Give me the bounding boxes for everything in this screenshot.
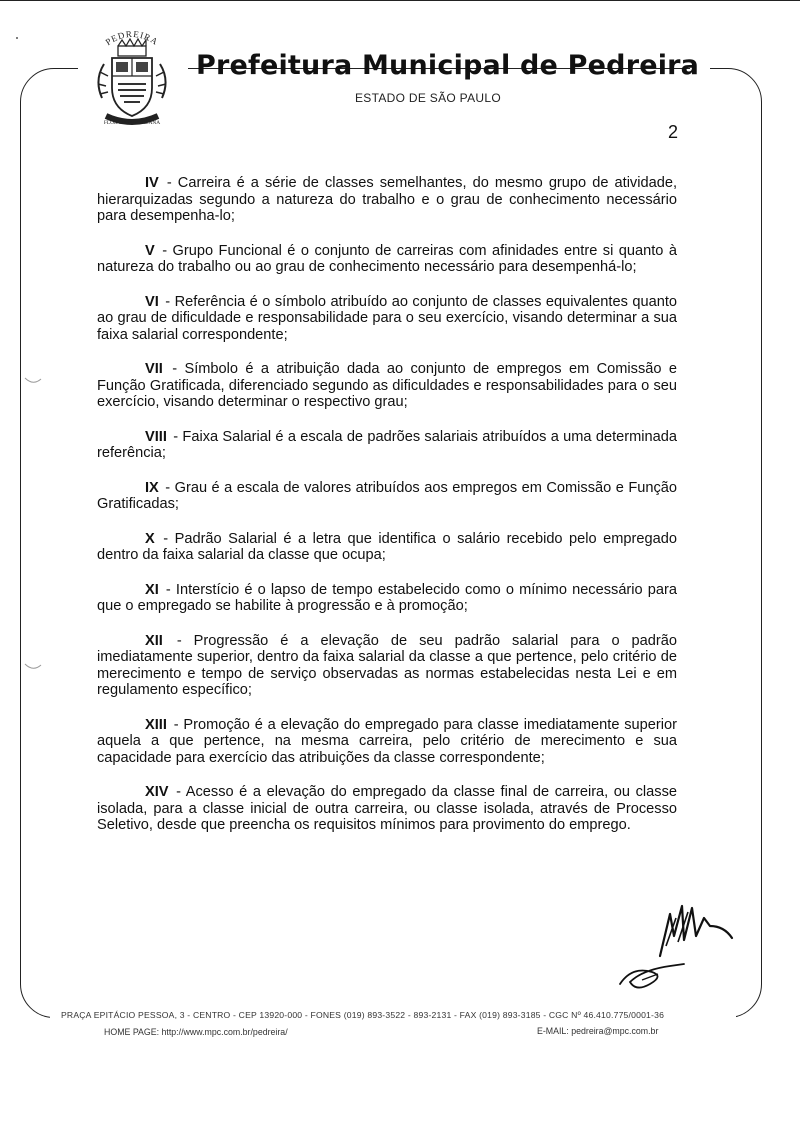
paragraph-numeral: XIII: [145, 716, 167, 733]
page-title: Prefeitura Municipal de Pedreira: [196, 50, 700, 81]
paragraph-x: [97, 531, 677, 564]
paragraph-numeral: VI: [145, 293, 159, 310]
paragraph-text: - Acesso é a elevação do empregado da classe final de carreira, ou classe isolada, para a classe inicial de outra carreira, ou classe isolada, através de Processo Seletivo, desde que preencha os requisitos mínimos para provimento do emprego.: [97, 784, 677, 833]
paragraph-numeral: X: [145, 530, 155, 547]
paragraph-text: - Interstício é o lapso de tempo estabelecido como o mínimo necessário para que o empregado se habilite à progressão e à promoção;: [97, 581, 677, 614]
paragraph-numeral: XII: [145, 632, 163, 649]
handwritten-signature: [612, 896, 742, 996]
paragraph-xii: [97, 633, 677, 699]
paragraph-numeral: XIV: [145, 784, 169, 800]
paragraph-text: - Grupo Funcional é o conjunto de carreiras com afinidades entre si quanto à natureza do trabalho ou ao grau de conhecimento necessário para desempenhá-lo;: [97, 242, 677, 275]
punch-hole-mark: [24, 662, 42, 672]
scan-speck: [16, 37, 18, 39]
paragraph-text: - Padrão Salarial é a letra que identifica o salário recebido pelo empregado dentro da faixa salarial da classe que ocupa;: [97, 530, 677, 563]
svg-text:PEDREIRA: [104, 29, 161, 47]
page-subtitle: ESTADO DE SÃO PAULO: [355, 91, 501, 105]
footer-email: E-MAIL: pedreira@mpc.com.br: [537, 1026, 659, 1036]
paragraph-text: - Promoção é a elevação do empregado para classe imediatamente superior aquela a que pertence, na mesma carreira, pelo critério de merecimento e sua capacidade para exercício das atribuições da classe correspondente;: [97, 716, 677, 766]
footer-homepage: HOME PAGE: http://www.mpc.com.br/pedreira/: [104, 1027, 288, 1037]
document-body: [97, 175, 677, 852]
paragraph-text: - Símbolo é a atribuição dada ao conjunto de empregos em Comissão e Função Gratificada, diferenciado segundo as dificuldades e responsabilidades para o seu exercício, visando determinar o respectivo grau;: [97, 361, 677, 410]
paragraph-text: - Faixa Salarial é a escala de padrões salariais atribuídos a uma determinada referência;: [97, 428, 677, 461]
paragraph-numeral: V: [145, 242, 155, 259]
paragraph-numeral: IX: [145, 479, 159, 496]
paragraph-ix: [97, 480, 677, 513]
paragraph-xiii: [97, 717, 677, 767]
paragraph-numeral: VIII: [145, 428, 167, 445]
paragraph-xi: [97, 582, 677, 615]
paragraph-viii: [97, 429, 677, 462]
crest-top-label: PEDREIRA: [103, 28, 161, 48]
paragraph-text: - Grau é a escala de valores atribuídos aos empregos em Comissão e Função Gratificadas;: [97, 479, 677, 512]
paragraph-numeral: XI: [145, 581, 159, 598]
paragraph-text: - Progressão é a elevação de seu padrão salarial para o padrão imediatamente superior, dentro da faixa salarial da classe a que pertence, pelo critério de merecimento e tempo de serviço observadas as normas estabelecidas nesta Lei e em regulamento específico;: [97, 632, 677, 698]
paragraph-numeral: VII: [145, 361, 163, 377]
crest-bottom-label: FLOR DA PORCELANA: [103, 120, 161, 126]
footer-address: PRAÇA EPITÁCIO PESSOA, 3 - CENTRO - CEP 13920-000 - FONES (019) 893-3522 - 893-2131 - FAX (019) 893-3185 - CGC Nº 46.410.775/0001-36: [61, 1010, 665, 1020]
paragraph-text: - Carreira é a série de classes semelhantes, do mesmo grupo de atividade, hierarquizadas segundo a natureza do trabalho e o grau de conhecimento necessário para desempenha-lo;: [97, 175, 677, 224]
page-top-edge: [0, 0, 800, 1]
paragraph-iv: [97, 175, 677, 225]
municipal-crest-icon: [90, 24, 174, 134]
paragraph-numeral: IV: [145, 175, 159, 191]
punch-hole-mark: [24, 376, 42, 386]
paragraph-xiv: [97, 784, 677, 834]
paragraph-v: [97, 243, 677, 276]
paragraph-vii: [97, 361, 677, 411]
page-number: 2: [668, 122, 679, 142]
paragraph-text: - Referência é o símbolo atribuído ao conjunto de classes equivalentes quanto ao grau de dificuldade e responsabilidade para o seu exercício, visando determinar a sua faixa salarial correspondente;: [97, 293, 677, 343]
paragraph-vi: [97, 294, 677, 344]
